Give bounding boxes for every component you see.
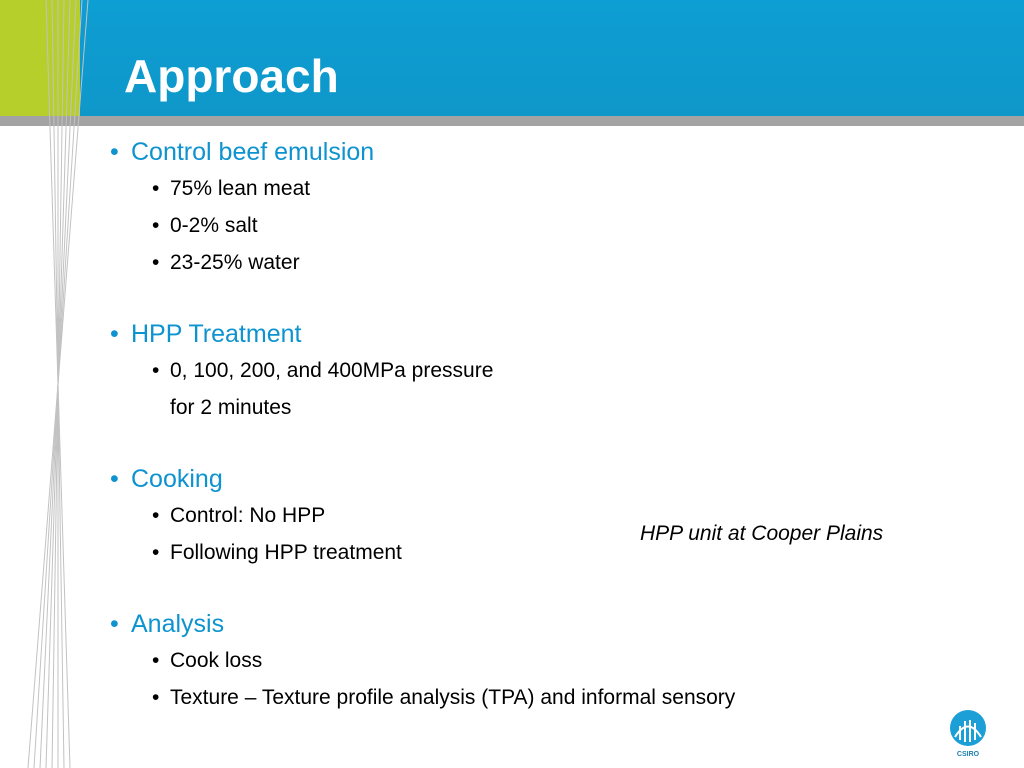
item-text: 0, 100, 200, and 400MPa pressure — [170, 359, 494, 382]
bullet-list — [110, 134, 910, 716]
list-item — [110, 244, 910, 281]
item-text: 0-2% salt — [170, 214, 258, 237]
item-text: 23-25% water — [170, 251, 300, 274]
section-heading-hpp-treatment — [110, 316, 910, 352]
item-text: Cook loss — [170, 649, 263, 672]
bullet-marker: • — [110, 465, 119, 493]
bullet-marker: • — [110, 610, 119, 638]
list-item — [110, 679, 910, 716]
item-text: Following HPP treatment — [170, 541, 402, 564]
bullet-marker: • — [152, 686, 160, 709]
section-heading-control-beef-emulsion — [110, 134, 910, 170]
decorative-stripes — [0, 0, 96, 768]
bullet-marker: • — [152, 541, 160, 564]
csiro-logo-icon — [946, 708, 990, 758]
bullet-marker: • — [152, 504, 160, 527]
item-text: for 2 minutes — [170, 396, 292, 419]
logo-lettering: CSIRO — [956, 751, 980, 758]
bullet-marker: • — [152, 359, 160, 382]
slide-title: Approach — [124, 50, 339, 102]
item-text: Texture – Texture profile analysis (TPA) and informal sensory — [170, 686, 736, 709]
heading-text: Control beef emulsion — [131, 138, 375, 166]
heading-text: Cooking — [131, 465, 223, 493]
bullet-marker: • — [152, 649, 160, 672]
list-item — [110, 352, 910, 389]
bullet-marker: • — [152, 177, 160, 200]
header-rule — [0, 116, 1024, 126]
heading-text: Analysis — [131, 610, 225, 638]
heading-text: HPP Treatment — [131, 320, 302, 348]
bullet-marker: • — [110, 138, 119, 166]
list-item — [110, 170, 910, 207]
item-text: Control: No HPP — [170, 504, 326, 527]
list-item-continuation — [110, 389, 910, 426]
bullet-marker: • — [152, 214, 160, 237]
section-heading-analysis — [110, 606, 910, 642]
list-item — [110, 642, 910, 679]
item-text: 75% lean meat — [170, 177, 311, 200]
section-heading-cooking — [110, 461, 910, 497]
image-caption: HPP unit at Cooper Plains — [640, 522, 884, 545]
bullet-marker: • — [152, 251, 160, 274]
bullet-marker: • — [110, 320, 119, 348]
list-item — [110, 207, 910, 244]
